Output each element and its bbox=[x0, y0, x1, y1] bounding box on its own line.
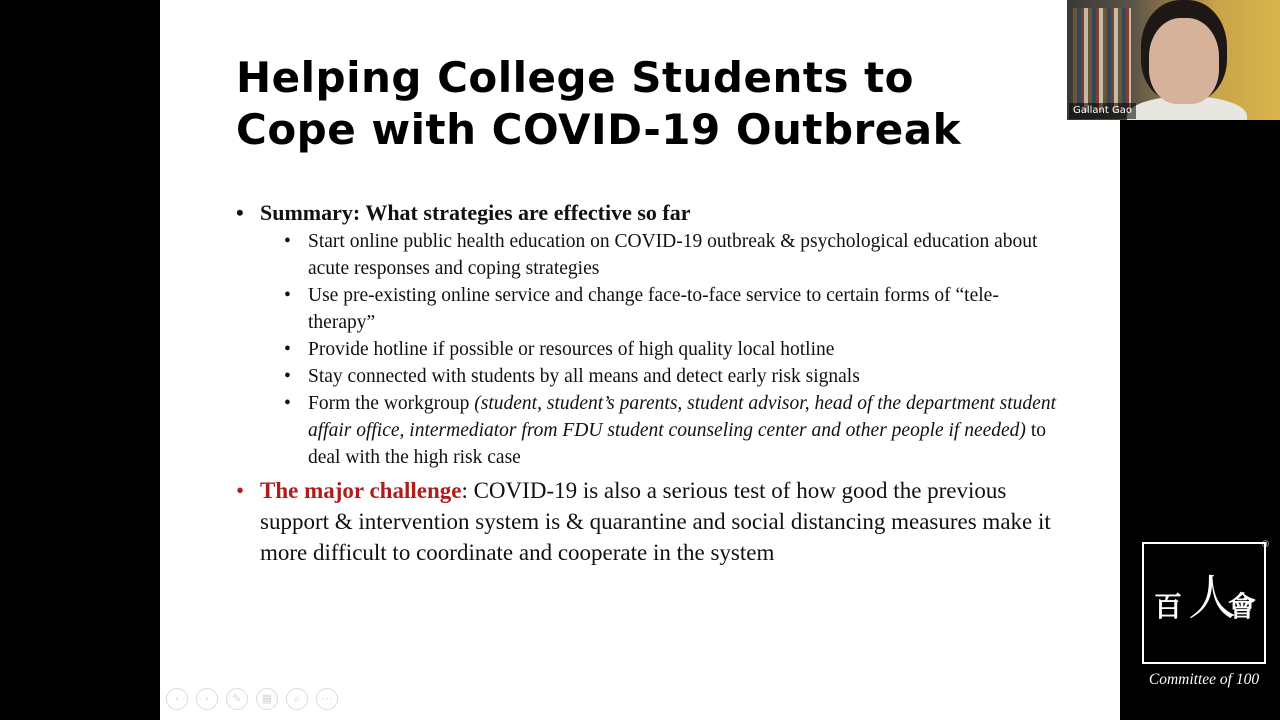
list-item bbox=[284, 228, 1056, 282]
bullet-dot: • bbox=[284, 231, 291, 252]
bullet-dot: • bbox=[284, 339, 291, 360]
participant-name: Gallant Gao bbox=[1069, 103, 1136, 119]
bullet-dot: • bbox=[284, 366, 291, 387]
strategy-list bbox=[284, 228, 1056, 471]
list-item bbox=[284, 336, 1056, 363]
committee-of-100-logo bbox=[1140, 542, 1268, 692]
slide-title bbox=[236, 52, 1056, 156]
logo-caption: Committee of 100 bbox=[1148, 671, 1260, 688]
next-slide-button[interactable]: › bbox=[196, 688, 218, 710]
logo-char-center: 人 bbox=[1188, 570, 1237, 626]
workgroup-tail: to deal with the high risk case bbox=[308, 420, 1046, 468]
bullet-dot: • bbox=[236, 478, 245, 503]
strategy-text: Use pre-existing online service and change face-to-face service to certain forms of “tele-therapy” bbox=[308, 285, 999, 333]
slide-content bbox=[236, 198, 1056, 568]
logo-char-right: 會 bbox=[1228, 590, 1257, 623]
summary-heading: Summary: What strategies are effective so far bbox=[260, 200, 691, 225]
bullet-dot: • bbox=[236, 200, 244, 225]
slide-title-line-2: Cope with COVID-19 Outbreak bbox=[236, 105, 962, 154]
strategy-text: Stay connected with students by all means and detect early risk signals bbox=[308, 366, 860, 387]
challenge-bullet bbox=[236, 475, 1056, 568]
workgroup-members: (student, student’s parents, student advisor, head of the department student affair office, intermediator from FDU student counseling center and other people if needed) bbox=[308, 393, 1056, 441]
list-item bbox=[284, 363, 1056, 390]
logo-char-left: 百 bbox=[1154, 590, 1183, 623]
see-all-slides-button[interactable]: ▦ bbox=[256, 688, 278, 710]
logo-frame bbox=[1142, 540, 1270, 664]
list-item bbox=[284, 282, 1056, 336]
strategy-text: Start online public health education on COVID-19 outbreak & psychological education about acute responses and coping strategies bbox=[308, 231, 1038, 279]
challenge-text: : COVID-19 is also a serious test of how good the previous support & intervention system is & quarantine and social distancing measures make it more difficult to coordinate and cooperate in the system bbox=[260, 478, 1051, 565]
slide-title-line-1: Helping College Students to bbox=[236, 53, 915, 102]
speaker-avatar bbox=[1149, 18, 1219, 104]
more-options-button[interactable]: ⋯ bbox=[316, 688, 338, 710]
summary-bullet bbox=[236, 198, 1056, 228]
slideshow-controls bbox=[166, 688, 338, 712]
zoom-button[interactable]: ⌕ bbox=[286, 688, 308, 710]
list-item bbox=[284, 390, 1056, 471]
slide bbox=[160, 0, 1120, 720]
strategy-text: Provide hotline if possible or resources of high quality local hotline bbox=[308, 339, 835, 360]
bookshelf-background bbox=[1073, 8, 1131, 112]
challenge-label: The major challenge bbox=[260, 478, 462, 503]
bullet-dot: • bbox=[284, 393, 291, 414]
bullet-dot: • bbox=[284, 285, 291, 306]
registered-mark: ® bbox=[1261, 540, 1270, 550]
workgroup-lead: Form the workgroup bbox=[308, 393, 475, 414]
previous-slide-button[interactable]: ‹ bbox=[166, 688, 188, 710]
webcam-thumbnail[interactable] bbox=[1067, 0, 1280, 120]
pen-tool-button[interactable]: ✎ bbox=[226, 688, 248, 710]
